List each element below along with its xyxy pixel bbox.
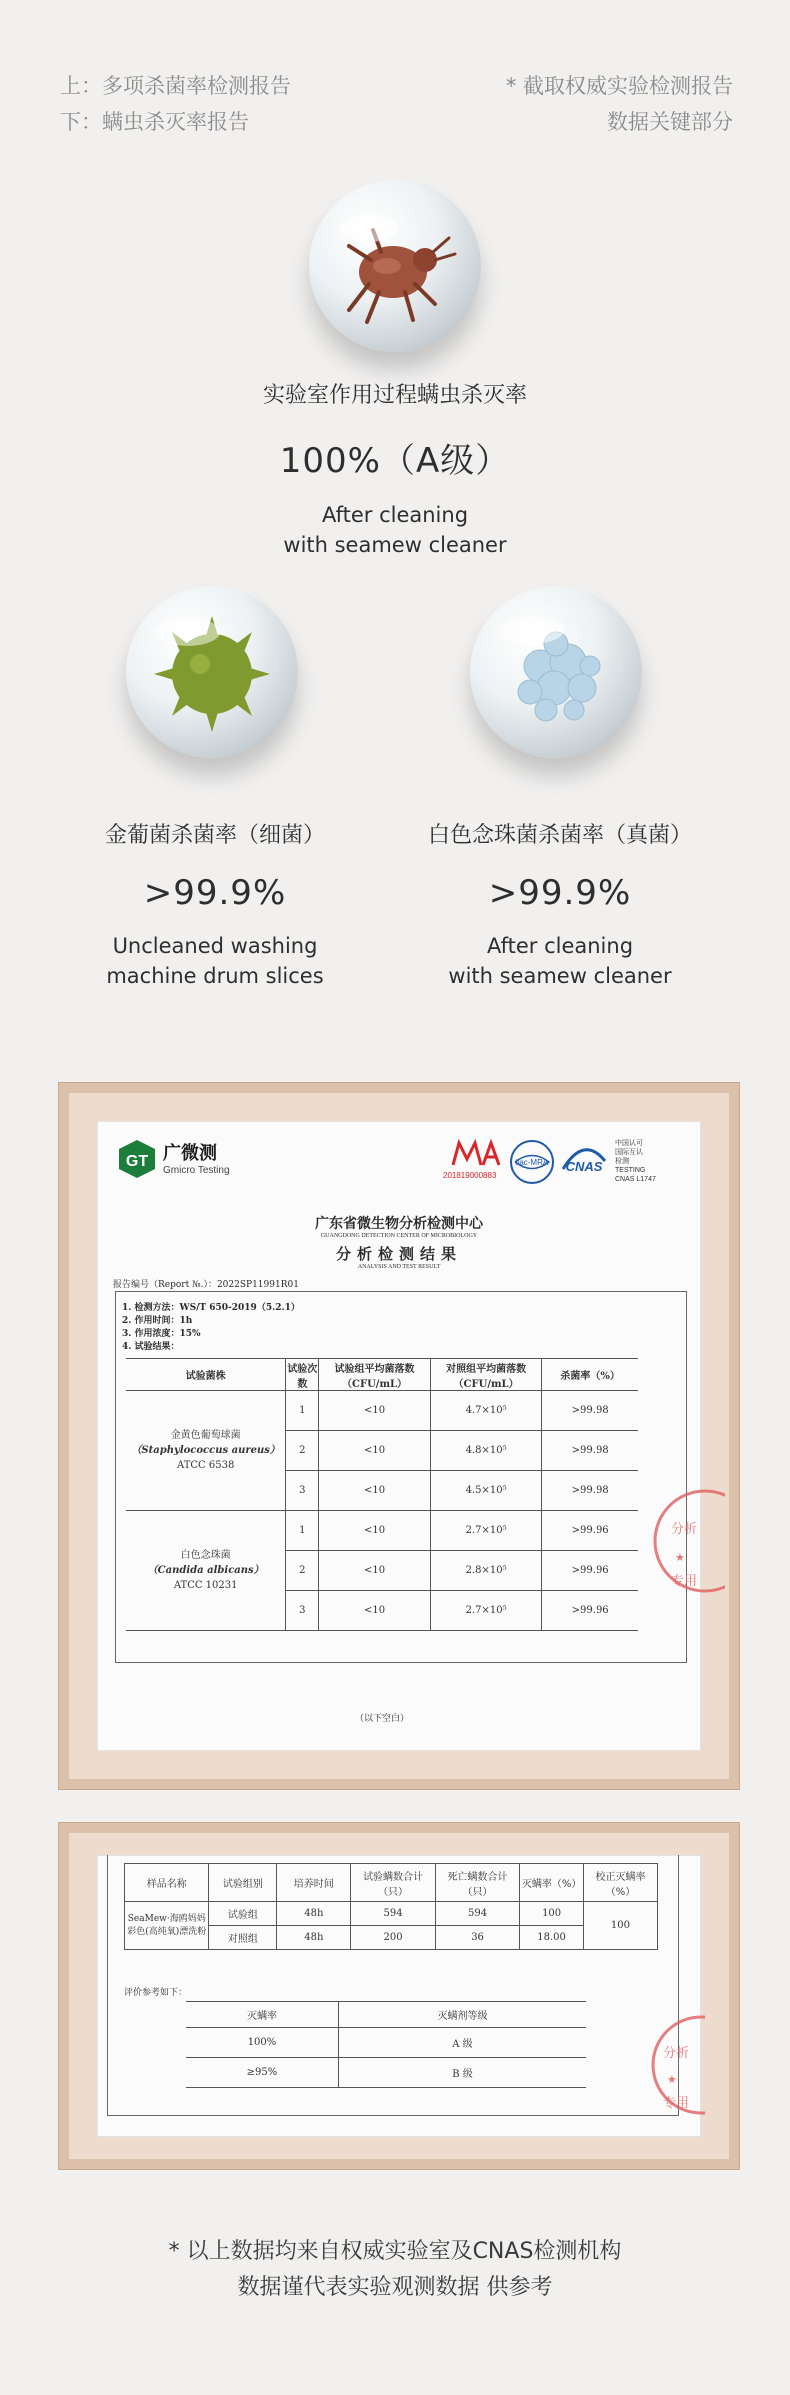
table-row: ≥95% B 级	[186, 2058, 586, 2088]
table-row: 3 <10 2.7×10⁵ >99.96	[126, 1591, 638, 1631]
col-corrected-rate: 校正灭螨率（%）	[583, 1864, 657, 1902]
org-en: GUANGDONG DETECTION CENTER OF MICROBIOLOGY	[320, 1233, 478, 1239]
candida-desc-line1: After cleaning	[486, 934, 634, 958]
mite-title: 实验室作用过程螨虫杀灭率	[262, 383, 527, 408]
report1-paper	[97, 1121, 701, 1751]
svg-text:GT: GT	[125, 1153, 149, 1170]
table-row: 对照组 48h 200 36 18.00	[125, 1926, 658, 1950]
staph-desc-line1: Uncleaned washing	[112, 934, 318, 958]
header-right-line1: * 截取权威实验检测报告	[505, 74, 733, 98]
cnas-logo-icon	[559, 1141, 609, 1181]
org-cn: 广东省微生物分析检测中心	[315, 1216, 483, 1232]
svg-text:专用: 专用	[663, 2096, 690, 2111]
sample-name: SeaMew·海鸥妈妈彩色(高纯氧)漂洗粉	[125, 1902, 209, 1950]
col-test-cfu: 试验组平均菌落数（CFU/mL）	[319, 1359, 431, 1391]
footer-line1: * 以上数据均来自权威实验室及CNAS检测机构	[168, 2239, 622, 2264]
svg-text:ilac-MRA: ilac-MRA	[515, 1158, 549, 1167]
results-table	[126, 1358, 638, 1631]
report2-frame	[58, 1822, 740, 2170]
report-number: 报告编号（Report №.）：2022SP11991R01	[113, 1280, 299, 1290]
cma-number: 201819000883	[443, 1171, 497, 1180]
staph-block	[30, 818, 400, 991]
ref-col-grade: 灭螨剂等级	[338, 2002, 586, 2028]
col-trial: 试验次数	[286, 1359, 319, 1391]
mite-value: 100%（A级）	[279, 441, 511, 481]
logo-en: Gmicro Testing	[163, 1165, 230, 1176]
svg-text:专用: 专用	[671, 1574, 698, 1589]
item-time: 2. 作用时间：1h	[122, 1316, 193, 1326]
svg-text:★: ★	[667, 2073, 677, 2086]
col-control-cfu: 对照组平均菌落数（CFU/mL）	[430, 1359, 542, 1391]
reference-table	[186, 2001, 586, 2088]
bacteria-icon	[126, 586, 298, 758]
header-left-line2: 下：螨虫杀灭率报告	[60, 110, 249, 134]
table-row: 3 <10 4.5×10⁵ >99.98	[126, 1471, 638, 1511]
candida-block	[370, 818, 750, 991]
table-row: 白色念珠菌 （Candida albicans） ATCC 10231 1 <10 2.7×10⁵ >99.96	[126, 1511, 638, 1551]
col-culture-time: 培养时间	[277, 1864, 351, 1902]
report1-box	[115, 1291, 687, 1663]
cma-logo-icon	[449, 1139, 505, 1169]
table-row: 2 <10 2.8×10⁵ >99.96	[126, 1551, 638, 1591]
svg-text:分析: 分析	[671, 1522, 698, 1537]
mite-table	[124, 1863, 658, 1950]
svg-text:CNAS: CNAS	[565, 1159, 603, 1174]
header-right	[506, 68, 733, 140]
corrected-rate: 100	[583, 1902, 657, 1950]
mite-desc-line2: with seamew cleaner	[283, 533, 507, 557]
ref-col-rate: 灭螨率	[186, 2002, 338, 2028]
logo-cn: 广微测	[163, 1143, 217, 1164]
footer-line2: 数据谨代表实验观测数据 供参考	[237, 2275, 553, 2300]
item-results: 4. 试验结果：	[122, 1342, 180, 1352]
col-group: 试验组别	[209, 1864, 277, 1902]
staph-value: >99.9%	[143, 873, 287, 913]
report1-frame	[58, 1082, 740, 1790]
item-concentration: 3. 作用浓度：15%	[122, 1329, 201, 1339]
candida-value: >99.9%	[488, 873, 632, 913]
table-row: 金黄色葡萄球菌 （Staphylococcus aureus） ATCC 6538 1 <10 4.7×10⁵ >99.98	[126, 1391, 638, 1431]
svg-text:分析: 分析	[663, 2046, 690, 2061]
table-row: SeaMew·海鸥妈妈彩色(高纯氧)漂洗粉 试验组 48h 594 594 100 100	[125, 1902, 658, 1926]
strain-staph: 金黄色葡萄球菌 （Staphylococcus aureus） ATCC 6538	[126, 1391, 286, 1511]
mite-desc-line1: After cleaning	[321, 503, 469, 527]
strain-candida: 白色念珠菌 （Candida albicans） ATCC 10231	[126, 1511, 286, 1631]
mite-block	[0, 378, 790, 560]
candida-desc-line2: with seamew cleaner	[448, 964, 672, 988]
header-right-line2: 数据关键部分	[607, 110, 733, 134]
cnas-note: 中国认可 国际互认 检测 TESTING CNAS L1747	[615, 1140, 656, 1183]
report-title-cn: 分析检测结果	[335, 1245, 462, 1263]
col-mite-rate: 灭螨率（%）	[520, 1864, 584, 1902]
staph-desc-line2: machine drum slices	[106, 964, 324, 988]
col-sample: 样品名称	[125, 1864, 209, 1902]
candida-title: 白色念珠菌杀菌率（真菌）	[427, 823, 692, 848]
gmicro-logo-icon	[117, 1139, 157, 1179]
report2-box	[107, 1855, 679, 2116]
mite-sphere-image	[309, 180, 481, 352]
table-row: 2 <10 4.8×10⁵ >99.98	[126, 1431, 638, 1471]
fungi-icon	[470, 586, 642, 758]
candida-sphere-image	[470, 586, 642, 758]
staph-sphere-image	[126, 586, 298, 758]
blank-note: （以下空白）	[354, 1714, 409, 1724]
col-kill-rate: 杀菌率（%）	[542, 1359, 638, 1391]
staph-title: 金葡菌杀菌率（细菌）	[104, 823, 325, 848]
item-method: 1. 检测方法：WS/T 650-2019（5.2.1）	[122, 1303, 300, 1313]
reference-title: 评价参考如下：	[124, 1988, 188, 1998]
svg-text:★: ★	[675, 1551, 685, 1564]
red-stamp-icon-2	[645, 2005, 705, 2125]
table-row: 100% A 级	[186, 2028, 586, 2058]
header-left	[60, 68, 291, 140]
col-dead-mites: 死亡螨数合计（只）	[435, 1864, 519, 1902]
mite-icon	[309, 180, 481, 352]
red-stamp-icon	[645, 1481, 725, 1601]
header-left-line1: 上：多项杀菌率检测报告	[60, 74, 291, 98]
ilac-logo-icon	[509, 1139, 555, 1185]
report-title-en: ANALYSIS AND TEST RESULT	[357, 1264, 441, 1270]
footer	[0, 2234, 790, 2306]
col-test-mites: 试验螨数合计（只）	[351, 1864, 435, 1902]
col-strain: 试验菌株	[126, 1359, 286, 1391]
report2-paper	[97, 1855, 701, 2137]
